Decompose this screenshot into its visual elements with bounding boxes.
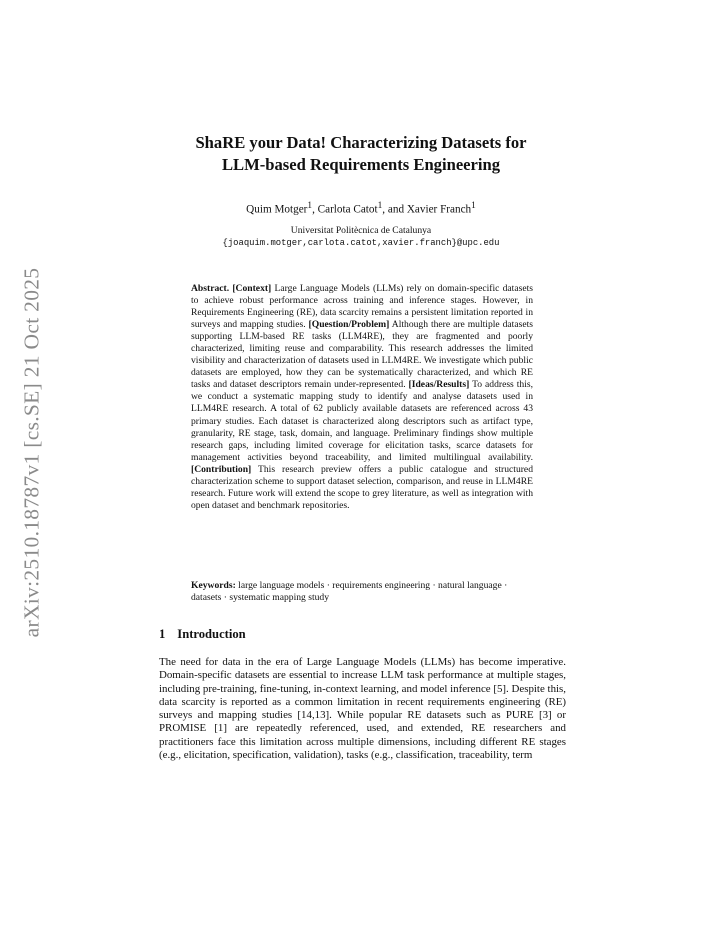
abstract-context: Large Language Models (LLMs) rely on domain-specific datasets to achieve robust performance across training and inference stages. However, in Requirements Engineering (RE), data scarcity remains a persistent limitation reported in surveys and mapping studies. [191, 283, 534, 331]
abstract-context-tag: [Context] [232, 283, 272, 294]
abstract-question-tag: [Question/Problem] [308, 319, 390, 331]
abstract-ideas-tag: [Ideas/Results] [408, 379, 470, 391]
affiliation-block [140, 225, 582, 249]
abstract-ideas: To address this, we conduct a systematic mapping study to identify and analyse datasets used in LLM4RE research. A total of 62 publicly available datasets are referenced across 43 primary studies. Each dataset is characterized along descriptors such as artifact type, granularity, RE stage, task, domain, and language. Preliminary findings show multiple research gaps, including limited coverage for elicitation tasks, scarce datasets for management activities beyond traceability, and limited multilingual availability. [191, 379, 533, 463]
title-line-2: LLM-based Requirements Engineering [221, 155, 501, 174]
author-name: , and Xavier Franch [382, 203, 472, 216]
section-title: Introduction [177, 627, 246, 641]
section-number: 1 [159, 627, 166, 641]
author-name: Quim Motger [246, 203, 308, 216]
author-list [140, 201, 582, 216]
abstract-contribution: This research preview offers a public catalogue and structured characterization scheme to support dataset selection, comparison, and reuse in LLM4RE research. Future work will extend the scope to grey literature, as well as integration with open dataset and benchmark repositories. [191, 463, 533, 511]
abstract-question: Although there are multiple datasets supporting LLM-based RE tasks (LLM4RE), they are fragmented and poorly characterized, limiting reuse and comparability. This research addresses the limited visibility and characterization of datasets used in LLM4RE. We investigate which public datasets are employed, how they can be systematically characterized, and which RE tasks and dataset descriptors remain under-represented. [191, 319, 533, 391]
intro-paragraph: The need for data in the era of Large Language Models (LLMs) has become imperative. Domain-specific datasets are essential to increase LLM task performance at multiple stages, including pre-training, fine-tuning, in-context learning, and model inference [5]. Despite this, data scarcity is reported as a common limitation in recent requirements engineering (RE) surveys and mapping studies [14,13]. While popular RE datasets such as PURE [3] or PROMISE [1] are repeatedly referenced, used, and extended, RE researchers and practitioners face this limitation across multiple dimensions, including different RE stages (e.g., elicitation, specification, validation), tasks (e.g., classification, traceability, term [159, 656, 566, 762]
keywords-label: Keywords: [191, 580, 236, 591]
keywords-text: large language models · requirements engineering · natural language · datasets · systematic mapping study [191, 580, 508, 604]
arxiv-identifier [14, 265, 50, 640]
affiliation-mark: 1 [307, 201, 313, 211]
author-emails: {joaquim.motger,carlota.catot,xavier.franch}@upc.edu [222, 238, 500, 248]
section-heading [159, 627, 246, 642]
paper-title [140, 132, 582, 176]
abstract [191, 283, 533, 512]
abstract-label: Abstract. [191, 283, 230, 294]
author-name: , Carlota Catot [312, 203, 378, 216]
affiliation: Universitat Politècnica de Catalunya [290, 225, 432, 236]
abstract-contribution-tag: [Contribution] [191, 463, 252, 475]
keywords [191, 580, 533, 604]
arxiv-id-text: arXiv:2510.18787v1 [cs.SE] 21 Oct 2025 [19, 267, 44, 638]
title-line-1: ShaRE your Data! Characterizing Datasets for [195, 133, 527, 152]
affiliation-mark: 1 [377, 201, 383, 211]
affiliation-mark: 1 [471, 201, 476, 211]
